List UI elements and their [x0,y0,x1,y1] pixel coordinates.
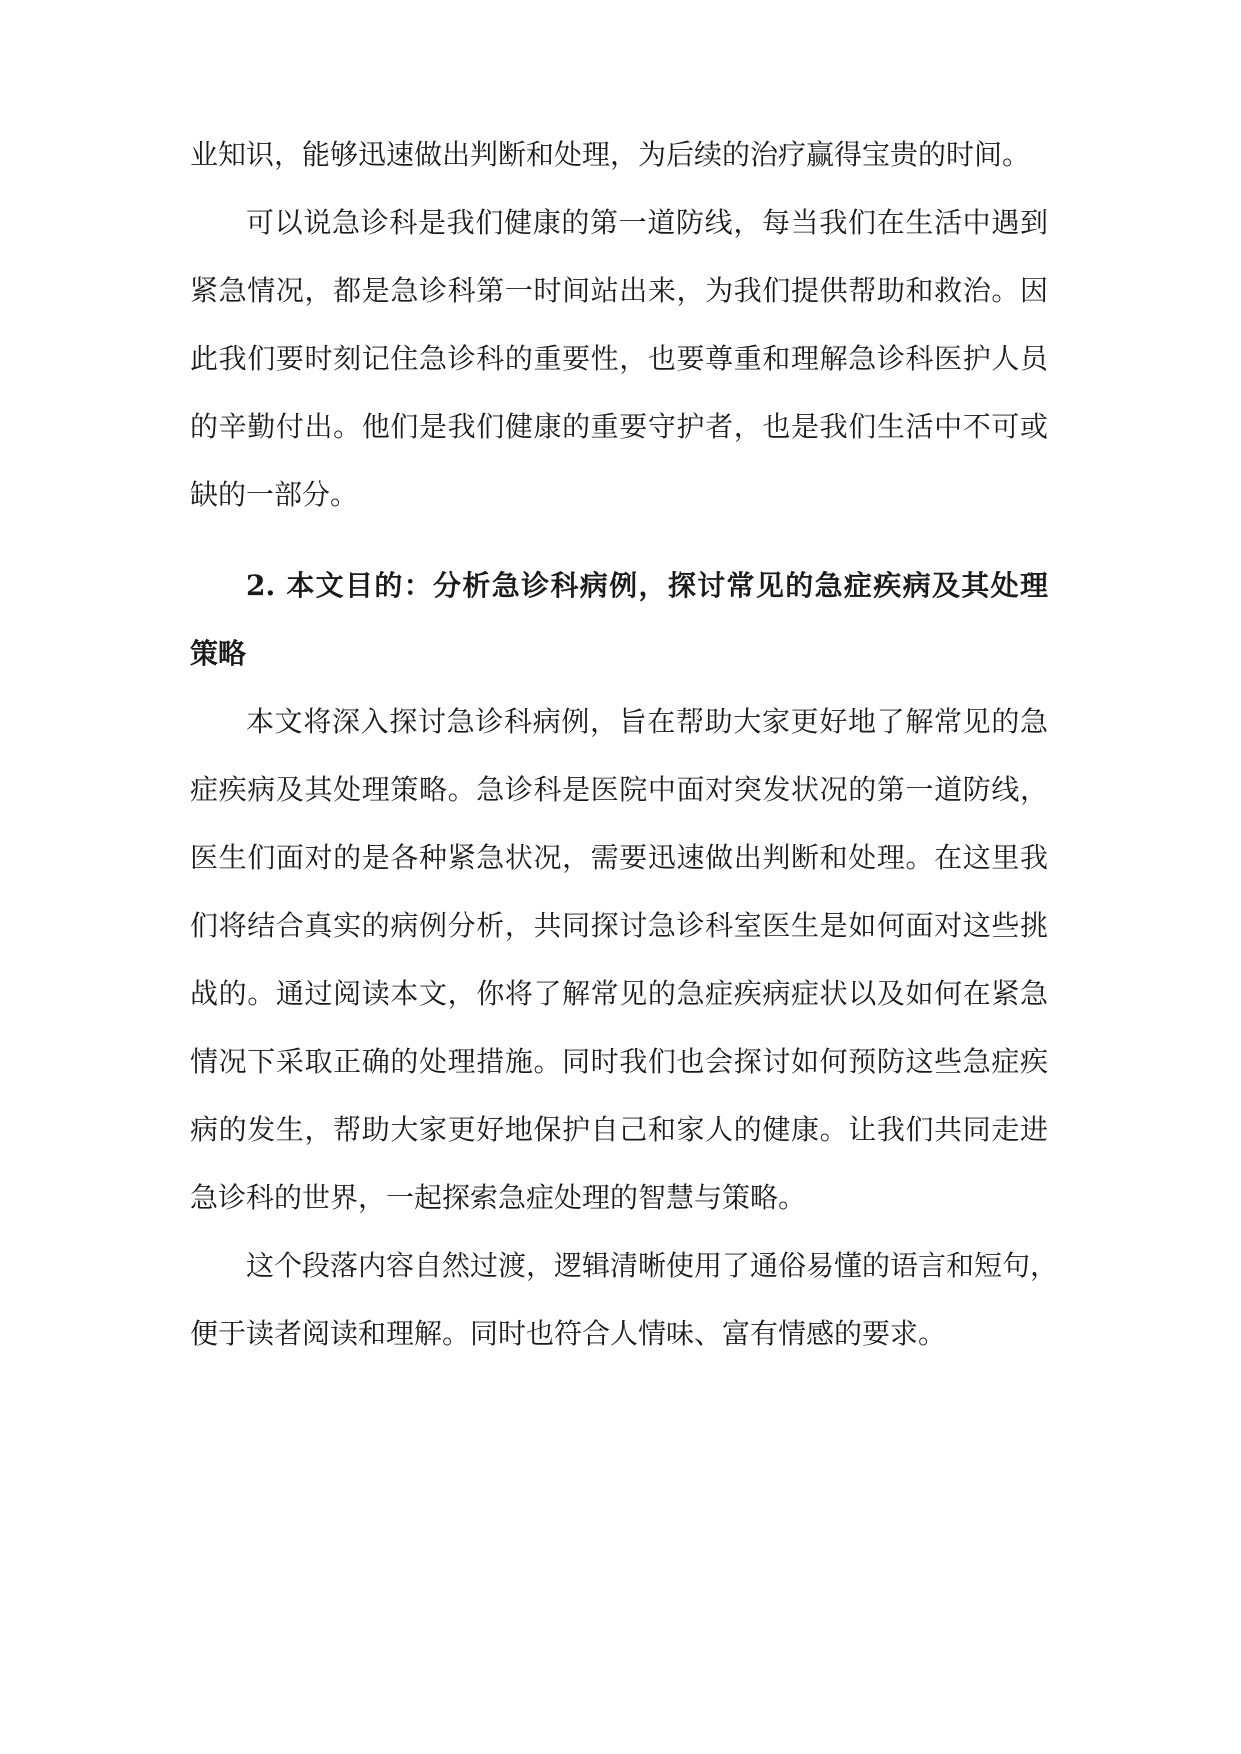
paragraph-line: 紧急情况，都是急诊科第一时间站出来，为我们提供帮助和救治。因 [190,274,1048,307]
paragraph-line: 这个段落内容自然过渡，逻辑清晰使用了通俗易懂的语言和短句， [246,1249,1059,1282]
paragraph-line: 病的发生，帮助大家更好地保护自己和家人的健康。让我们共同走进 [190,1113,1048,1146]
section-heading: 2. 本文目的：分析急诊科病例，探讨常见的急症疾病及其处理 [246,569,1048,602]
section-heading-continued: 策略 [190,637,247,670]
paragraph-line: 缺的一部分。 [190,478,359,511]
paragraph-line: 情况下采取正确的处理措施。同时我们也会探讨如何预防这些急症疾 [190,1045,1048,1078]
paragraph-line: 们将结合真实的病例分析，共同探讨急诊科室医生是如何面对这些挑 [190,909,1048,942]
paragraph-line: 战的。通过阅读本文，你将了解常见的急症疾病症状以及如何在紧急 [190,977,1048,1010]
paragraph-line: 医生们面对的是各种紧急状况，需要迅速做出判断和处理。在这里我 [190,841,1048,874]
paragraph-line: 便于读者阅读和理解。同时也符合人情味、富有情感的要求。 [190,1317,947,1350]
paragraph-line: 此我们要时刻记住急诊科的重要性，也要尊重和理解急诊科医护人员 [190,342,1048,375]
paragraph-line: 的辛勤付出。他们是我们健康的重要守护者，也是我们生活中不可或 [190,410,1048,443]
paragraph-line: 业知识，能够迅速做出判断和处理，为后续的治疗赢得宝贵的时间。 [190,138,1031,171]
paragraph-line: 症疾病及其处理策略。急诊科是医院中面对突发状况的第一道防线， [190,773,1048,806]
paragraph-line: 急诊科的世界，一起探索急症处理的智慧与策略。 [190,1181,807,1214]
paragraph-line: 本文将深入探讨急诊科病例，旨在帮助大家更好地了解常见的急 [246,705,1048,738]
paragraph-line: 可以说急诊科是我们健康的第一道防线，每当我们在生活中遇到 [246,206,1048,239]
